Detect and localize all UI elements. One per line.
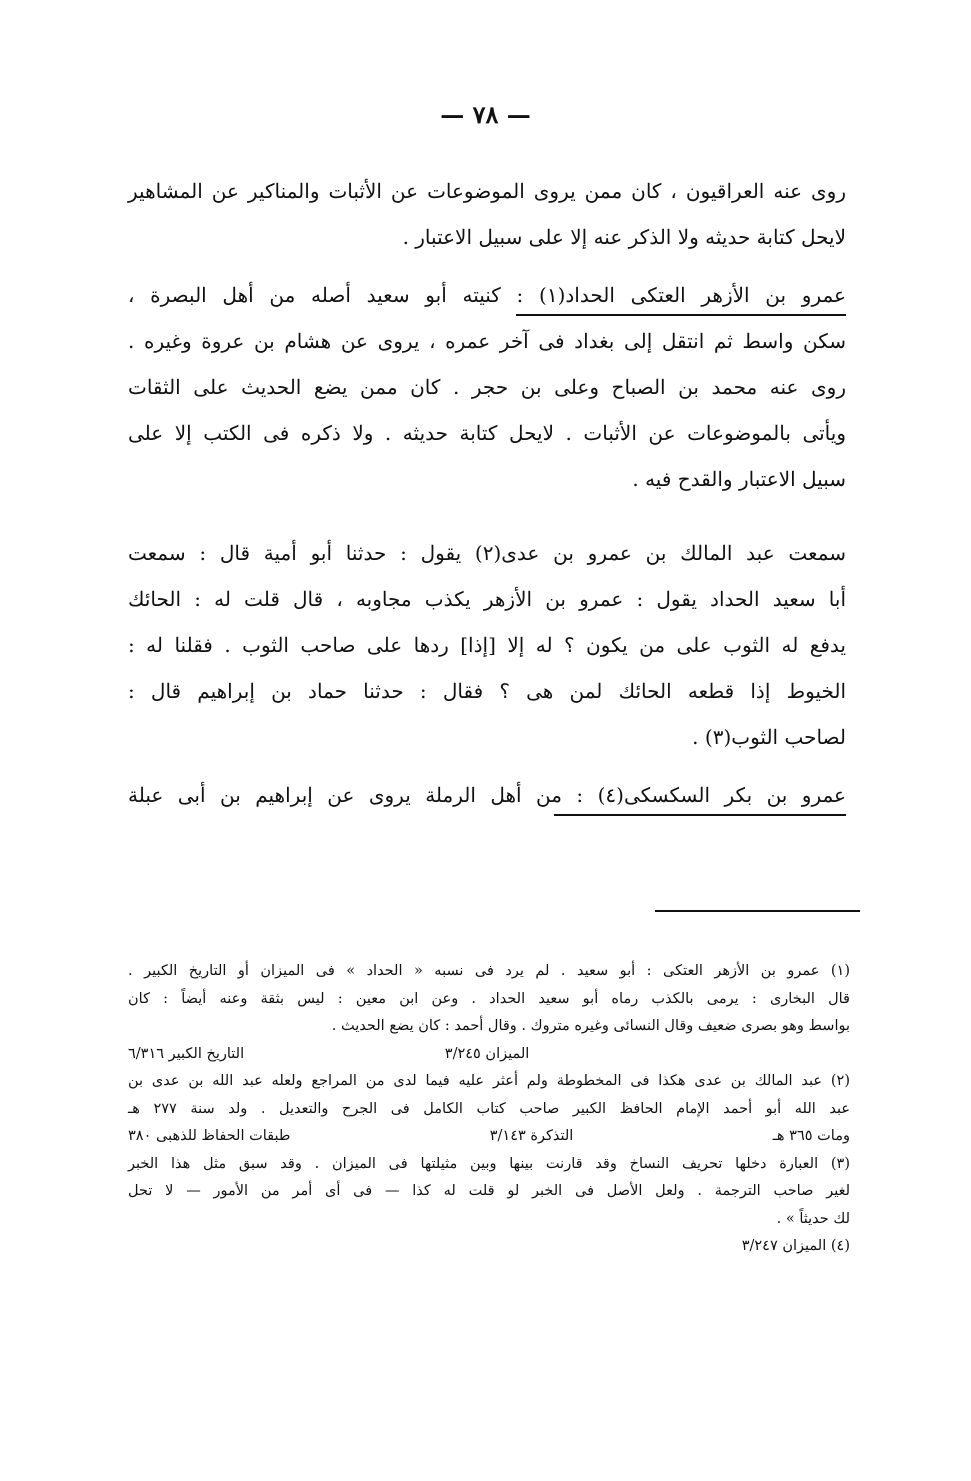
ref-tadhkira: التذكرة ٣/١٤٣ [489,1128,574,1144]
ref-tabaqat: طبقات الحفاظ للذهبى ٣٨٠ [128,1128,291,1144]
footnote-line: عبد الله أبو أحمد الإمام الحافظ الكبير صاحب كتاب الكامل فى الجرح والتعديل . ولد سنة ٢٧٧ هـ [128,1100,850,1117]
footnote-1 [128,958,850,1068]
text-line: روى عنه العراقيون ، كان ممن يروى الموضوعات عن الأثبات والمناكير عن المشاهير [128,179,846,203]
entry-name-underline [516,314,846,316]
text-line: أبا سعيد الحداد يقول : عمرو بن الأزهر يكذب مجاوبه ، قال قلت له : الحائك [128,587,846,611]
text-line: سكن واسط ثم انتقل إلى بغداد فى آخر عمره ، يروى عن هشام بن عروة وغيره . [128,329,846,353]
text-line: الخيوط إذا قطعه الحائك لمن هى ؟ فقال : حدثنا حماد بن إبراهيم قال : [128,679,846,703]
entry-amr-ibn-al-azhar [128,272,846,502]
footnote-4 [128,1233,850,1261]
footnote-line: لك حديثاً » . [776,1210,850,1227]
footnote-line: قال البخارى : يرمى بالكذب رماه أبو سعيد الحداد . وعن ابن معين : ليس بثقة وعنه أيضاً : كان [128,990,850,1007]
footnote-2 [128,1068,850,1151]
entry-name-underline [554,814,846,816]
text-line: لايحل كتابة حديثه ولا الذكر عنه إلا على سبيل الاعتبار . [402,225,846,249]
footnote-line: لغير صاحب الترجمة . ولعل الأصل فى الخبر لو قلت له كذا — فى أى أمر من الأمور — لا تحل [128,1183,850,1199]
footnote-line: (٣) العبارة دخلها تحريف النساخ وقد قارنت بينها وبين مثيلتها فى الميزان . وقد سبق مثل هذا الخبر [128,1155,850,1172]
text-line: ويأتى بالموضوعات عن الأثبات . لايحل كتابة حديثه . ولا ذكره فى الكتب إلا على [128,421,846,445]
text-line: روى عنه محمد بن الصباح وعلى بن حجر . كان ممن يضع الحديث على الثقات [128,375,846,399]
footnotes [128,958,850,1261]
footnote-separator [655,910,860,912]
footnote-references [128,1041,850,1069]
footnote-3 [128,1151,850,1234]
main-text [128,168,846,818]
text-line: سمعت عبد المالك بن عمرو بن عدى(٢) يقول : حدثنا أبو أمية قال : سمعت [128,541,846,565]
text-line: يدفع له الثوب على من يكون ؟ له إلا [إذا] ردها على صاحب الثوب . فقلنا له : [128,633,846,657]
page-number: — ٧٨ — [440,100,531,129]
footnote-line: بواسط وهو بصرى ضعيف وقال النسائى وغيره متروك . وقال أحمد : كان يضع الحديث . [331,1018,850,1034]
paragraph-narration [128,530,846,760]
footnote-references [128,1123,850,1151]
paragraph-gap [128,260,846,272]
ref-mizan: الميزان ٣/٢٤٥ [444,1045,530,1062]
ref-tarikh: التاريخ الكبير ٦/٣١٦ [128,1045,245,1062]
ref-death: ومات ٣٦٥ هـ [772,1128,850,1144]
footnote-line: (١) عمرو بن الأزهر العتكى : أبو سعيد . لم يرد فى نسبه « الحداد » فى الميزان أو التاريخ الكبير . [128,963,850,979]
paragraph-gap [128,760,846,772]
entry-amr-ibn-bakr [128,772,846,818]
footnote-line: (٤) الميزان ٣/٢٤٧ [741,1238,850,1254]
paragraph-gap [128,502,846,530]
entry-heading-text: عمرو بن بكر السكسكى(٤) : من أهل الرملة يروى عن إبراهيم بن أبى عبلة [128,783,846,807]
text-line: سبيل الاعتبار والقدح فيه . [632,467,846,491]
entry-heading-line [128,772,846,818]
text-line: لصاحب الثوب(٣) . [692,725,846,749]
paragraph-continuation [128,168,846,260]
entry-heading-text: عمرو بن الأزهر العتكى الحداد(١) : كنيته أبو سعيد أصله من أهل البصرة ، [128,283,846,307]
ref-spacer [730,1041,850,1069]
entry-heading-line [128,272,846,318]
footnote-line: (٢) عبد المالك بن عدى هكذا فى المخطوطة ولم أعثر عليه فيما لدى من المراجع ولعله عبد الله بن عدى بن [128,1073,850,1089]
